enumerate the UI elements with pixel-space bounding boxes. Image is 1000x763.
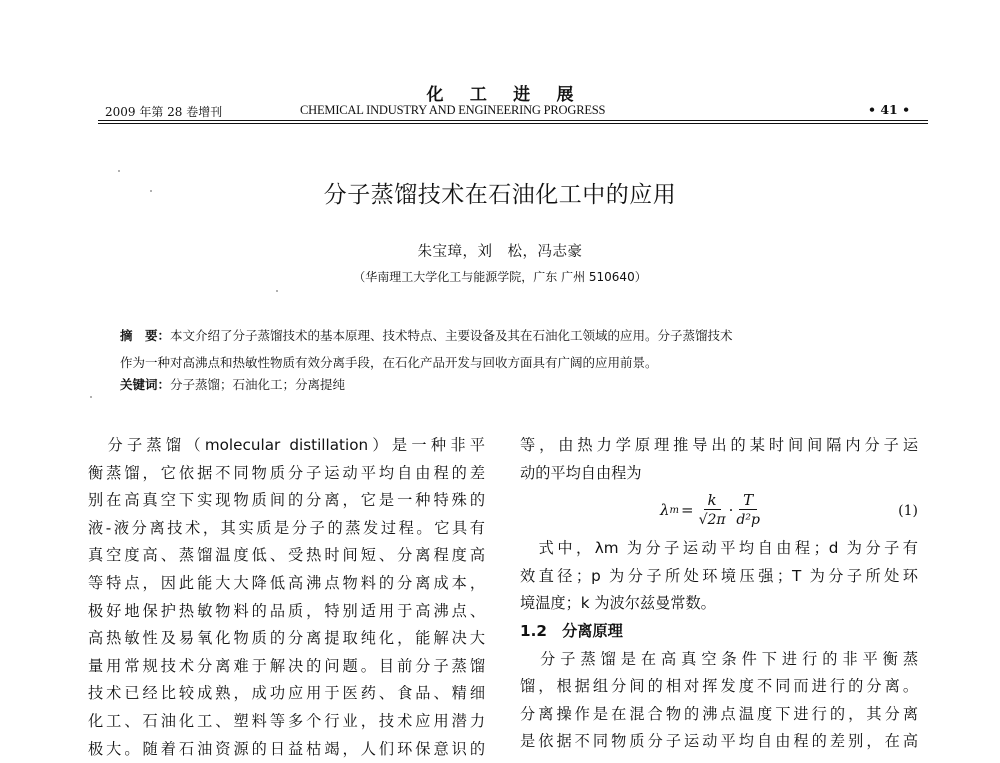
body-line: 分离操作是在混合物的沸点温度下进行的，其分离	[520, 704, 918, 723]
body-line: 境温度；k 为波尔兹曼常数。	[520, 594, 716, 613]
eq-fraction-2	[736, 491, 760, 530]
article-affiliation: （华南理工大学化工与能源学院，广东 广州 510640）	[353, 270, 647, 284]
body-line: 式中，λm 为分子运动平均自由程；d 为分子有	[520, 539, 918, 558]
keywords-label: 关键词：	[120, 377, 171, 392]
eq-lhs-sub: m	[669, 504, 679, 516]
body-line: 等，由热力学原理推导出的某时间间隔内分子运	[520, 436, 918, 454]
abstract-line: 本文介绍了分子蒸馏技术的基本原理、技术特点、主要设备及其在石油化工领域的应用。分子蒸馏技术	[170, 328, 733, 343]
keywords-text: 分子蒸馏；石油化工；分离提纯	[170, 377, 346, 392]
page-number: • 41 •	[868, 102, 911, 117]
header-rule-thick	[98, 120, 928, 121]
body-line: 效直径；p 为分子所处环境压强；T 为分子所处环	[520, 566, 918, 585]
body-line: 馏，根据组分间的相对挥发度不同而进行的分离。	[520, 677, 918, 696]
abstract-label: 摘 要：	[120, 328, 171, 343]
header-rule-thin	[98, 123, 928, 124]
equation-1	[520, 487, 918, 535]
section-heading: 1.2 分离原理	[520, 621, 623, 640]
body-line: 真空度高、蒸馏温度低、受热时间短、分离程度高	[88, 546, 485, 565]
body-line: 动的平均自由程为	[520, 463, 642, 482]
eq-frac2-num: T	[739, 491, 757, 510]
body-line: 液-液分离技术，其实质是分子的蒸发过程。它具有	[88, 518, 485, 537]
issue-info: 2009 年第 28 卷增刊	[105, 105, 223, 119]
abstract-line: 作为一种对高沸点和热敏性物质有效分离手段，在石化产品开发与回收方面具有广阔的应用前景。	[120, 355, 658, 370]
body-line: 分子蒸馏（molecular distillation）是一种非平	[88, 436, 485, 454]
body-line: 极好地保护热敏物料的品质，特别适用于高沸点、	[88, 601, 485, 620]
equation-number: (1)	[898, 503, 918, 520]
keywords	[120, 375, 900, 393]
abstract	[120, 322, 900, 376]
body-line: 分子蒸馏是在高真空条件下进行的非平衡蒸	[520, 649, 918, 668]
body-line: 高热敏性及易氧化物质的分离提取纯化，能解决大	[88, 629, 485, 648]
eq-frac1-den: √2π	[698, 512, 726, 529]
eq-lhs: λ	[660, 500, 670, 519]
eq-fraction-1	[699, 491, 726, 530]
left-column	[88, 432, 485, 763]
body-line: 量用常规技术分离难于解决的问题。目前分子蒸馏	[88, 656, 485, 675]
body-line: 是依据不同物质分子运动平均自由程的差别，在高	[520, 732, 918, 751]
right-column	[520, 432, 918, 756]
body-line: 等特点，因此能大大降低高沸点物料的分离成本，	[88, 573, 485, 592]
scan-speck	[276, 290, 278, 292]
scan-speck	[118, 170, 120, 172]
scan-speck	[90, 396, 92, 398]
eq-frac2-den: d²p	[736, 512, 760, 529]
equation-formula: λ m = $\frac{k}{√2\pi}$ · $\frac{T}{\text{d²p}}$	[660, 491, 760, 529]
article-authors: 朱宝璋，刘 松，冯志豪	[417, 244, 583, 260]
journal-title-en: CHEMICAL INDUSTRY AND ENGINEERING PROGRESS	[300, 103, 606, 117]
body-line: 极大。随着石油资源的日益枯竭，人们环保意识的	[88, 739, 485, 758]
body-line: 衡蒸馏，它依据不同物质分子运动平均自由程的差	[88, 463, 485, 482]
article-title: 分子蒸馏技术在石油化工中的应用	[323, 182, 677, 208]
body-line: 技术已经比较成熟，成功应用于医药、食品、精细	[88, 684, 485, 703]
body-line: 别在高真空下实现物质间的分离，它是一种特殊的	[88, 491, 485, 510]
journal-title-cn: 化工进展	[426, 85, 600, 105]
body-line: 化工、石油化工、塑料等多个行业，技术应用潜力	[88, 711, 485, 730]
eq-frac1-num: k	[704, 491, 721, 510]
